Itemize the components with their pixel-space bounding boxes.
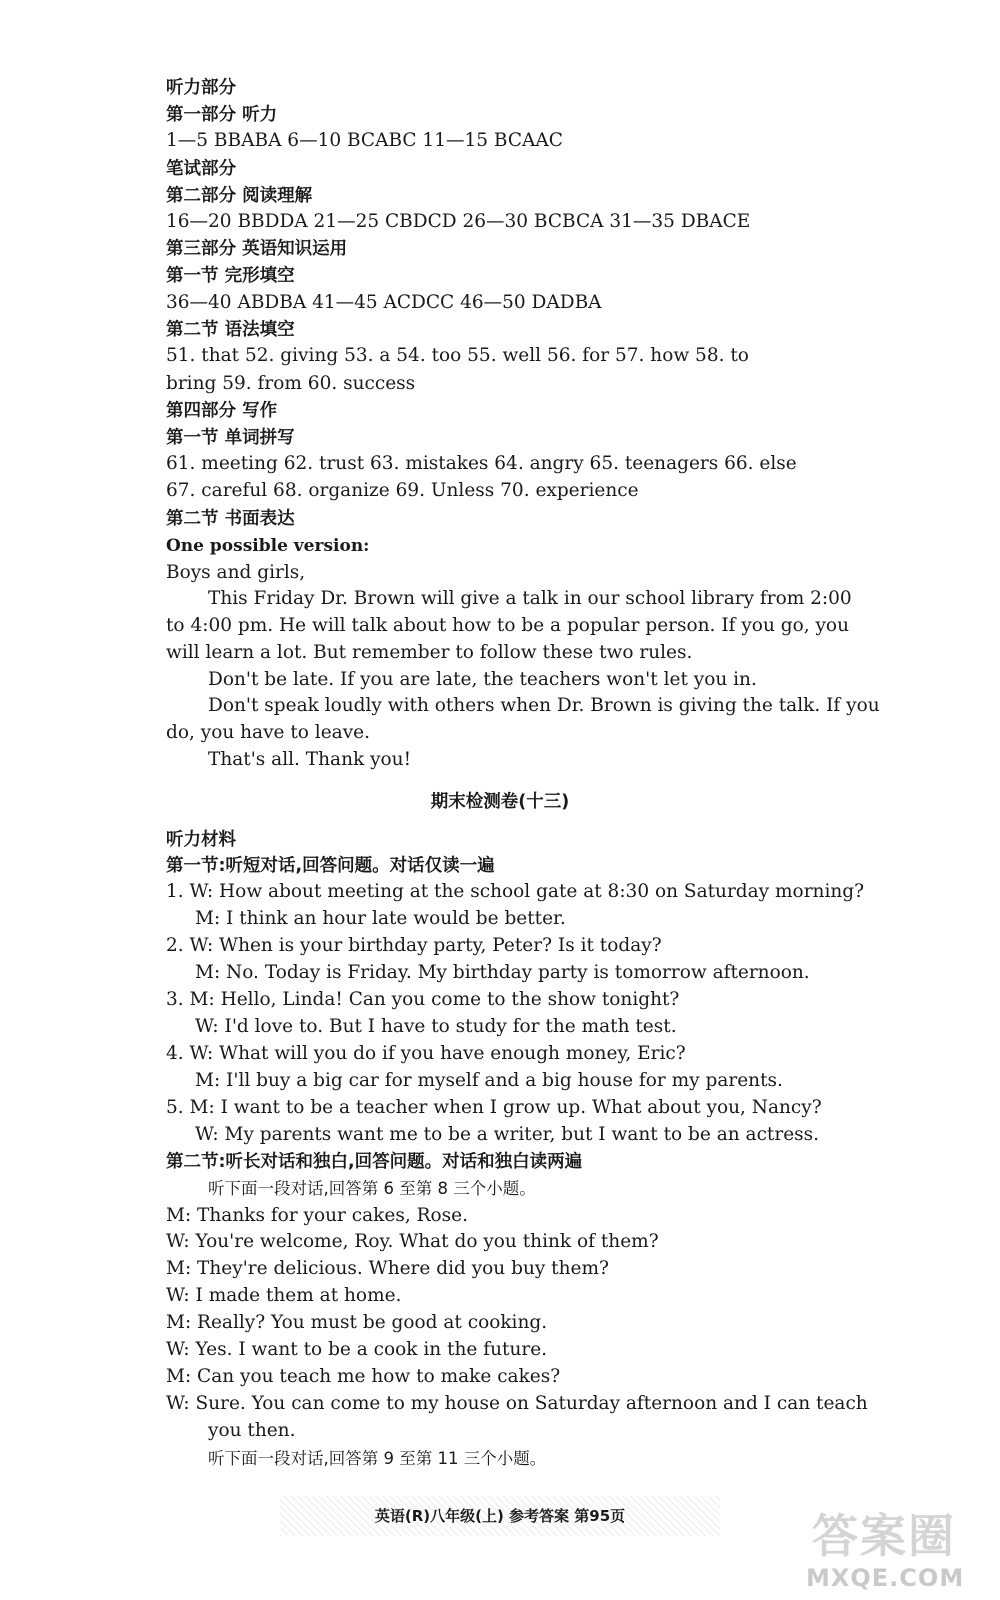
dialog-line: 2. W: When is your birthday party, Peter? Is it today? xyxy=(166,935,662,956)
section-heading: 听力材料 xyxy=(166,830,236,850)
answer-line: 1—5 BBABA 6—10 BCABC 11—15 BCAAC xyxy=(166,130,563,151)
section-heading: 第三部分 英语知识运用 xyxy=(166,239,348,259)
essay-line: Boys and girls, xyxy=(166,562,306,583)
essay-line: do, you have to leave. xyxy=(166,722,370,743)
essay-line: will learn a lot. But remember to follow these two rules. xyxy=(166,642,693,663)
section-heading: 第一部分 听力 xyxy=(166,105,278,125)
dialog-line: W: Sure. You can come to my house on Saturday afternoon and I can teach xyxy=(166,1393,868,1414)
answer-line: 61. meeting 62. trust 63. mistakes 64. angry 65. teenagers 66. else xyxy=(166,453,797,474)
section-heading: 第二节 书面表达 xyxy=(166,509,295,529)
essay-line: That's all. Thank you! xyxy=(208,749,412,770)
answer-line: bring 59. from 60. success xyxy=(166,373,416,394)
dialog-line: M: Thanks for your cakes, Rose. xyxy=(166,1205,468,1226)
section-heading: 第一节 完形填空 xyxy=(166,266,295,286)
answer-line: 67. careful 68. organize 69. Unless 70. experience xyxy=(166,480,639,501)
essay-line: This Friday Dr. Brown will give a talk in our school library from 2:00 xyxy=(208,588,852,609)
dialog-line: M: I'll buy a big car for myself and a big house for my parents. xyxy=(195,1070,783,1091)
dialog-line: M: I think an hour late would be better. xyxy=(195,908,566,929)
version-label: One possible version: xyxy=(166,536,370,556)
instruction-line: 听下面一段对话,回答第 9 至第 11 三个小题。 xyxy=(208,1449,547,1468)
section-heading: 第二节 语法填空 xyxy=(166,320,295,340)
dialog-line: 3. M: Hello, Linda! Can you come to the show tonight? xyxy=(166,989,680,1010)
section-heading: 第二部分 阅读理解 xyxy=(166,186,313,206)
dialog-line: W: Yes. I want to be a cook in the future. xyxy=(166,1339,548,1360)
answer-line: 36—40 ABDBA 41—45 ACDCC 46—50 DADBA xyxy=(166,292,602,313)
exam-title: 期末检测卷(十三) xyxy=(430,792,570,812)
section-heading: 第一节:听短对话,回答问题。对话仅读一遍 xyxy=(166,856,495,876)
section-heading: 第二节:听长对话和独白,回答问题。对话和独白读两遍 xyxy=(166,1152,583,1172)
dialog-line: M: They're delicious. Where did you buy them? xyxy=(166,1258,609,1279)
section-heading: 听力部分 xyxy=(166,78,236,98)
essay-line: Don't be late. If you are late, the teachers won't let you in. xyxy=(208,669,757,690)
section-heading: 第四部分 写作 xyxy=(166,401,278,421)
essay-line: Don't speak loudly with others when Dr. Brown is giving the talk. If you xyxy=(208,695,880,716)
dialog-line: W: You're welcome, Roy. What do you think of them? xyxy=(166,1231,659,1252)
essay-line: to 4:00 pm. He will talk about how to be a popular person. If you go, you xyxy=(166,615,849,636)
dialog-line: M: Can you teach me how to make cakes? xyxy=(166,1366,561,1387)
answer-line: 16—20 BBDDA 21—25 CBDCD 26—30 BCBCA 31—35 DBACE xyxy=(166,211,751,232)
dialog-line: 4. W: What will you do if you have enough money, Eric? xyxy=(166,1043,686,1064)
instruction-line: 听下面一段对话,回答第 6 至第 8 三个小题。 xyxy=(208,1179,536,1198)
dialog-line: 1. W: How about meeting at the school gate at 8:30 on Saturday morning? xyxy=(166,881,865,902)
dialog-line: W: I made them at home. xyxy=(166,1285,402,1306)
dialog-line: M: Really? You must be good at cooking. xyxy=(166,1312,548,1333)
watermark-url: MXQE.COM xyxy=(806,1564,965,1592)
section-heading: 笔试部分 xyxy=(166,159,236,179)
answer-line: 51. that 52. giving 53. a 54. too 55. well 56. for 57. how 58. to xyxy=(166,345,749,366)
dialog-line: W: I'd love to. But I have to study for the math test. xyxy=(195,1016,677,1037)
page-footer: 英语(R)八年级(上) 参考答案 第95页 xyxy=(374,1507,626,1525)
dialog-line: M: No. Today is Friday. My birthday party is tomorrow afternoon. xyxy=(195,962,810,983)
watermark-logo: 答案圈 xyxy=(812,1509,956,1563)
dialog-line: W: My parents want me to be a writer, but I want to be an actress. xyxy=(195,1124,820,1145)
dialog-line: you then. xyxy=(208,1420,296,1441)
section-heading: 第一节 单词拼写 xyxy=(166,428,295,448)
dialog-line: 5. M: I want to be a teacher when I grow up. What about you, Nancy? xyxy=(166,1097,822,1118)
